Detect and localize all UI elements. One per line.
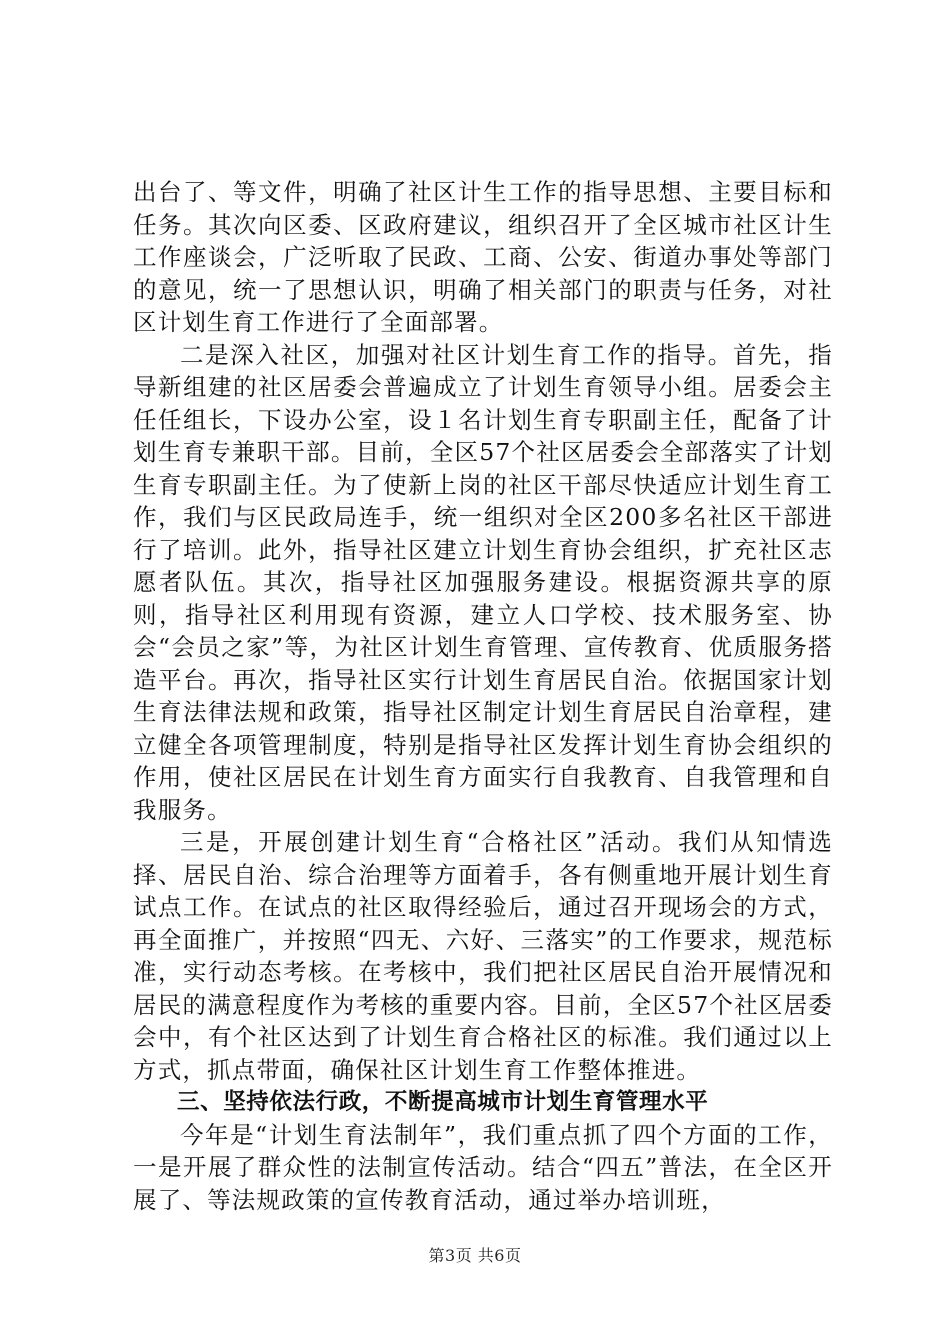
section-heading: 三、坚持依法行政，不断提高城市计划生育管理水平 <box>177 1089 709 1115</box>
paragraph-4: 今年是“计划生育法制年”，我们重点抓了四个方面的工作，一是开展了群众性的法制宣传活动。结合“四五”普法，在全区开展了、等法规政策的宣传教育活动，通过举办培训班， <box>133 1120 833 1214</box>
paragraph-2: 二是深入社区，加强对社区计划生育工作的指导。首先，指导新组建的社区居委会普遍成立了计划生育领导小组。居委会主任任组长，下设办公室，设１名计划生育专职副主任，配备了计划生育专兼职干部。目前，全区57个社区居委会全部落实了计划生育专职副主任。为了使新上岗的社区干部尽快适应计划生育工作，我们与区民政局连手，统一组织对全区200多名社区干部进行了培训。此外，指导社区建立计划生育协会组织，扩充社区志愿者队伍。其次，指导社区加强服务建设。根据资源共享的原则，指导社区利用现有资源，建立人口学校、技术服务室、协会“会员之家”等，为社区计划生育管理、宣传教育、优质服务搭造平台。再次，指导社区实行计划生育居民自治。依据国家计划生育法律法规和政策，指导社区制定计划生育居民自治章程，建立健全各项管理制度，特别是指导社区发挥计划生育协会组织的作用，使社区居民在计划生育方面实行自我教育、自我管理和自我服务。 <box>133 340 833 824</box>
paragraph-3: 三是，开展创建计划生育“合格社区”活动。我们从知情选择、居民自治、综合治理等方面着手，各有侧重地开展计划生育试点工作。在试点的社区取得经验后，通过召开现场会的方式，再全面推广，并按照“四无、六好、三落实”的工作要求，规范标准，实行动态考核。在考核中，我们把社区居民自治开展情况和居民的满意程度作为考核的重要内容。目前，全区57个社区居委会中，有个社区达到了计划生育合格社区的标准。我们通过以上方式，抓点带面，确保社区计划生育工作整体推进。 <box>133 828 833 1084</box>
document-body <box>133 176 833 1216</box>
page-footer: 第3页 共6页 <box>428 1246 522 1265</box>
paragraph-1: 出台了、等文件，明确了社区计生工作的指导思想、主要目标和任务。其次向区委、区政府建议，组织召开了全区城市社区计生工作座谈会，广泛听取了民政、工商、公安、街道办事处等部门的意见，统一了思想认识，明确了相关部门的职责与任务，对社区计划生育工作进行了全面部署。 <box>133 178 833 336</box>
